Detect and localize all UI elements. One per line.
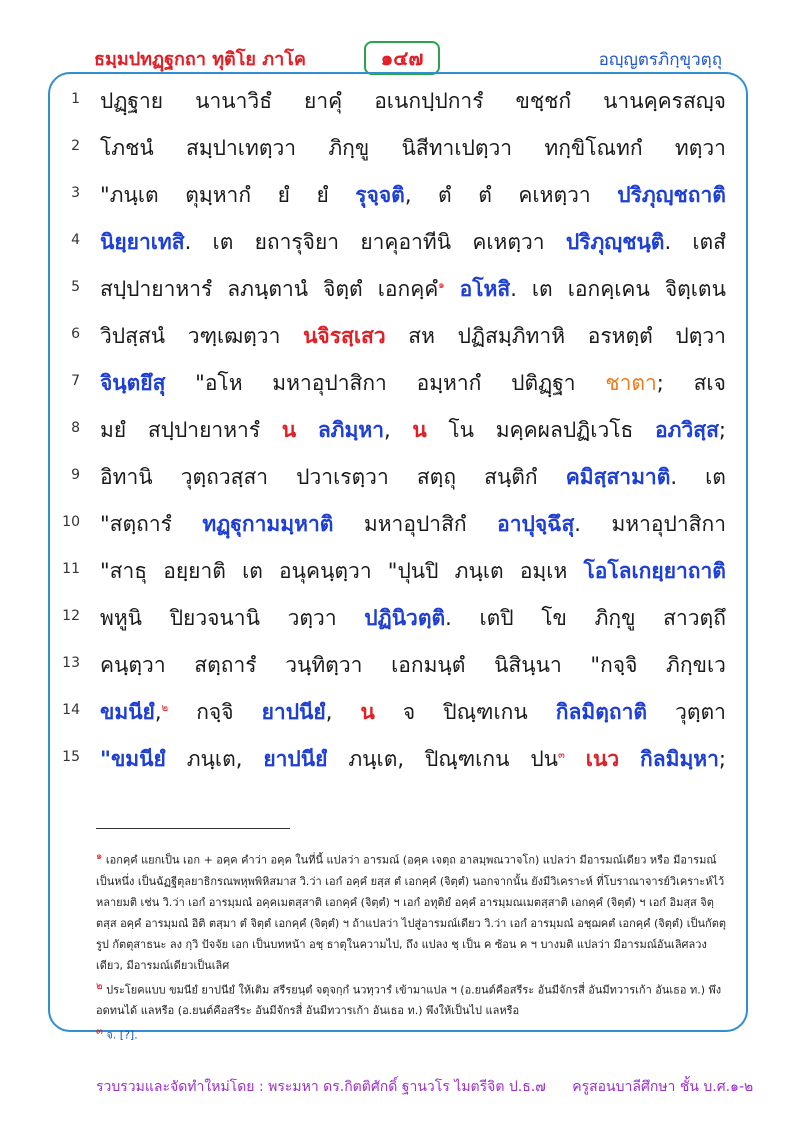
word: ปน๓ <box>530 747 565 771</box>
word: มหาอุปาสิกา <box>272 371 387 395</box>
word: อเนกปฺปการํ <box>374 89 484 113</box>
word: นิยฺยาเทสิ. <box>100 230 192 254</box>
word: ภิกฺขู <box>594 606 636 630</box>
word: "ขมนียํ <box>100 747 166 771</box>
text-line <box>56 689 726 736</box>
word: ภนฺเต, <box>348 747 405 771</box>
line-text <box>100 555 726 588</box>
footnote-marker: ๑ <box>438 280 445 291</box>
word: อิทานิ <box>100 465 153 489</box>
word: วุตฺถวสฺสา <box>180 465 269 489</box>
word: ปริภุญฺชนฺติ. <box>565 230 672 254</box>
word: สตฺถารํ <box>194 653 257 677</box>
line-number: 2 <box>71 138 80 154</box>
word: เต <box>212 230 234 254</box>
word: จิตฺตํ <box>323 277 363 301</box>
word: ลภนฺตานํ <box>227 277 309 301</box>
word: ปตฺวา <box>675 324 726 348</box>
word: ปริภุญฺชถาติ <box>617 183 726 207</box>
word: เนว <box>585 747 620 771</box>
word: อโหสิ. <box>459 277 517 301</box>
text-line <box>56 360 726 407</box>
word: อมฺเห <box>519 559 568 583</box>
book-title: ธมฺมปทฏฺฐกถา ทุติโย ภาโค <box>94 49 306 70</box>
footnote-mark: ๑ <box>96 851 103 862</box>
word: อภวิสฺส; <box>655 418 726 442</box>
word: "อโห <box>195 371 243 395</box>
word: กิลมิตฺถาติ <box>555 700 648 724</box>
word: เอกมนฺตํ <box>391 653 466 677</box>
line-number: 12 <box>62 608 80 624</box>
line-number: 10 <box>62 514 80 530</box>
footnote <box>96 846 728 976</box>
word: อยฺยาติ <box>163 559 226 583</box>
word: ยถารุจิยา <box>254 230 340 254</box>
line-number: 15 <box>62 749 80 765</box>
word: ปวาเรตฺวา <box>296 465 389 489</box>
word: วตฺวา <box>287 606 337 630</box>
footnote-marker: ๒ <box>161 703 169 714</box>
footnote-marker: ๓ <box>558 750 565 761</box>
word: วุตฺตา <box>675 700 726 724</box>
word: มหาอุปาสิกํ <box>363 512 467 536</box>
text-lines <box>56 78 726 783</box>
footer <box>96 1076 754 1098</box>
line-number: 14 <box>62 702 80 718</box>
line-text <box>100 320 726 353</box>
word: ขชฺชกํ <box>515 89 572 113</box>
word: เต <box>531 277 553 301</box>
text-line <box>56 595 726 642</box>
word: ภนฺเต, <box>186 747 243 771</box>
word: มคฺคผลปฏิเวโธ <box>495 418 634 442</box>
text-line <box>56 548 726 595</box>
word: อมฺหากํ <box>416 371 482 395</box>
word: ยํ <box>277 183 290 207</box>
word: โน <box>448 418 475 442</box>
page-number: ๑๔๗ <box>364 41 440 75</box>
word: ภิกฺขู <box>328 136 370 160</box>
line-number: 7 <box>71 373 80 389</box>
word: อาปุจฺฉึสุ. <box>497 512 581 536</box>
word: เต <box>705 465 726 489</box>
word: ปติฏฺฐา <box>511 371 576 395</box>
footnote <box>96 1021 728 1046</box>
word: โอโลเกยฺยาถาติ <box>583 559 726 583</box>
word: นิสินฺนา <box>494 653 562 677</box>
word: ปฏฺฐาย <box>100 89 164 113</box>
line-text <box>100 414 726 447</box>
word: วฑฺเฒตฺวา <box>187 324 281 348</box>
word: ทฏฺฐุกามมฺหาติ <box>202 512 334 536</box>
word: โข <box>541 606 567 630</box>
footer-compiler: รวบรวมและจัดทำใหม่โดย : พระมหา ดร.กิตติศักดิ์ ฐานวโร ไมตรีจิต ป.ธ.๗ <box>96 1079 546 1095</box>
line-number: 6 <box>71 326 80 342</box>
word: "กจฺจิ <box>590 653 638 677</box>
word: นานคฺครสญฺจ <box>603 89 726 113</box>
word: กจฺจิ <box>196 700 234 724</box>
word: น <box>281 418 297 442</box>
word: น <box>412 418 427 442</box>
line-text <box>100 273 726 306</box>
line-number: 5 <box>71 279 80 295</box>
word: "สาธุ <box>100 559 148 583</box>
word: ทกฺขิโณทกํ <box>544 136 643 160</box>
line-text <box>100 226 726 259</box>
word: ภนฺเต <box>454 559 504 583</box>
word: เตสํ <box>692 230 726 254</box>
word: อรหตฺตํ <box>587 324 653 348</box>
line-number: 11 <box>62 561 80 577</box>
word: จิตฺเตน <box>664 277 726 301</box>
word: น <box>360 700 375 724</box>
word: "สตฺถารํ <box>100 512 172 536</box>
text-line <box>56 454 726 501</box>
word: สตฺถุ <box>416 465 457 489</box>
word: ตํ <box>478 183 492 207</box>
text-line <box>56 78 726 125</box>
word: คเหตฺวา <box>472 230 545 254</box>
word: ยาปนียํ <box>263 747 328 771</box>
word: จ <box>402 700 416 724</box>
footnote-mark: ๓ <box>96 1026 103 1038</box>
word: คมิสฺสามาติ. <box>565 465 678 489</box>
word: ปิยวจนานิ <box>169 606 260 630</box>
text-line <box>56 501 726 548</box>
line-text <box>100 461 726 494</box>
line-number: 4 <box>71 232 80 248</box>
line-text <box>100 696 726 729</box>
word: พหูนิ <box>100 606 143 630</box>
footnote-mark: ๒ <box>96 980 103 992</box>
line-text <box>100 179 726 212</box>
word: สนฺติกํ <box>484 465 538 489</box>
line-text <box>100 85 726 118</box>
word: รุจฺจติ, <box>355 183 412 207</box>
line-text <box>100 602 726 635</box>
word: สปฺปายาหารํ <box>100 277 213 301</box>
word: สห <box>408 324 435 348</box>
line-number: 1 <box>71 91 80 107</box>
text-line <box>56 266 726 313</box>
line-text <box>100 132 726 165</box>
line-number: 9 <box>71 467 80 483</box>
word: ภิกฺขเว <box>666 653 726 677</box>
line-number: 3 <box>71 185 80 201</box>
word: คเหตฺวา <box>518 183 591 207</box>
word: ขมนียํ,๒ <box>100 700 169 724</box>
word: ยาคุํ <box>304 89 343 113</box>
text-line <box>56 313 726 360</box>
word: ลภิมฺหา, <box>317 418 391 442</box>
word: สาวตฺถึ <box>663 606 726 630</box>
section-title: อญฺญตรภิกฺขุวตฺถุ <box>598 50 722 70</box>
word: สมฺปาเทตฺวา <box>186 136 297 160</box>
line-text <box>100 649 726 682</box>
word: ปิณฺฑเกน <box>443 700 528 724</box>
word: มหาอุปาสิกา <box>611 512 726 536</box>
word: ปิณฺฑเกน <box>424 747 510 771</box>
line-text <box>100 367 726 400</box>
word: มยํ <box>100 418 127 442</box>
word: เต <box>242 559 263 583</box>
footnote-rule <box>96 828 290 829</box>
word: คนฺตฺวา <box>100 653 166 677</box>
footnotes <box>96 846 728 1046</box>
word: อนุคนฺตฺวา <box>279 559 372 583</box>
word: "ปุนปิ <box>387 559 439 583</box>
word: เอกคฺเคน <box>567 277 650 301</box>
word: นิสีทาเปตฺวา <box>401 136 513 160</box>
text-line <box>56 407 726 454</box>
word: ปฏิสมฺภิทาหิ <box>457 324 566 348</box>
footnote-text: จ. [?]. <box>102 1028 138 1042</box>
text-line <box>56 125 726 172</box>
word: ทตฺวา <box>674 136 726 160</box>
word: ยํ <box>316 183 329 207</box>
line-text <box>100 508 726 541</box>
footnote-text: เอกคฺคํ แยกเป็น เอก + อคฺค คำว่า อคฺค ในที่นี้ แปลว่า อารมณ์ (อคฺค เจตฺถ อาลมฺพณวาจโก) แปลว่า มีอารมณ์เดียว หรือ มีอารมณ์เป็นหนึ่ง เป็นฉัฏฐีตุลยาธิกรณพหุพพิหิสมาส วิ.ว่า เอกํ อคฺคํ ยสฺส ตํ เอกคฺคํ (จิตฺตํ) นอกจากนั้น ยังมีวิเคราะห์ ที่โบราณาจารย์วิเคราะห์ไว้หลายมติ เช่น วิ.ว่า เอกํ อารมฺมณํ อคฺคเมตสฺสาติ เอกคฺคํ (จิตฺตํ) ฯ เอกํ อทุติยํ อคฺคํ อารมฺมณเมตสฺสาติ เอกคฺคํ (จิตฺตํ) ฯ เอกํ อิมสฺส จิตฺตสฺส อคฺคํ อารมฺมณํ อิติ ตสฺมา ตํ จิตฺตํ เอกคฺคํ (จิตฺตํ) ฯ ถ้าแปลว่า ไปสู่อารมณ์เดียว วิ.ว่า เอกํ อารมฺมณํ อชฺฌคตํ เอกคฺคํ (จิตฺตํ) เป็นกัตตุรูป กัตตุสาธนะ ลง กฺวิ ปัจจัย เอก เป็นบทหน้า อชฺ ธาตุในความไป, ถึง แปลง ชฺ เป็น ค ซ้อน ค ฯ บางมติ แปลว่า มีอารมณ์อันเลิศลวงเดียว, มีอารมณ์เดียวเป็นเลิศ <box>96 853 726 972</box>
word: เตปิ <box>479 606 514 630</box>
line-text <box>100 743 726 776</box>
text-line <box>56 736 726 783</box>
word: วิปสฺสนํ <box>100 324 166 348</box>
line-number: 13 <box>62 655 80 671</box>
text-line <box>56 219 726 266</box>
word: นจิรสฺเสว <box>303 324 386 348</box>
word: จินฺตยึสุ <box>100 371 166 395</box>
word: กิลมิมฺหา; <box>640 747 726 771</box>
text-line <box>56 642 726 689</box>
word: ตํ <box>438 183 452 207</box>
word: ตุมฺหากํ <box>185 183 252 207</box>
footer-course: ครูสอนบาลีศึกษา ชั้น บ.ศ.๑-๒ <box>572 1079 754 1095</box>
footnote-text: ประโยคแบบ ขมนียํ ยาปนียํ ให้เติม สรีรยนฺตํ จตุจกฺกํ นวทฺวารํ เข้ามาแปล ฯ (อ.ยนต์คือสรีระ อันมีจักรสี่ อันมีทวารเก้า อันเธอ ท.) พึงอดทนได้ แลหรือ (อ.ยนต์คือสรีระ อันมีจักรสี่ อันมีทวารเก้า อันเธอ ท.) พึงให้เป็นไป แลหรือ <box>96 983 722 1018</box>
word: ปฏินิวตฺติ. <box>364 606 452 630</box>
word: เอกคฺคํ๑ <box>377 277 445 301</box>
word: สปฺปายาหารํ <box>147 418 261 442</box>
word: ยาคุอาทีนิ <box>360 230 452 254</box>
word: โภชนํ <box>100 136 154 160</box>
word: วนฺทิตฺวา <box>285 653 363 677</box>
footnote <box>96 976 728 1022</box>
word: สเจ <box>693 371 726 395</box>
word: นานาวิธํ <box>195 89 273 113</box>
word: "ภนฺเต <box>100 183 159 207</box>
word: ชาตา; <box>605 371 664 395</box>
word: ยาปนียํ, <box>261 700 333 724</box>
line-number: 8 <box>71 420 80 436</box>
text-line <box>56 172 726 219</box>
